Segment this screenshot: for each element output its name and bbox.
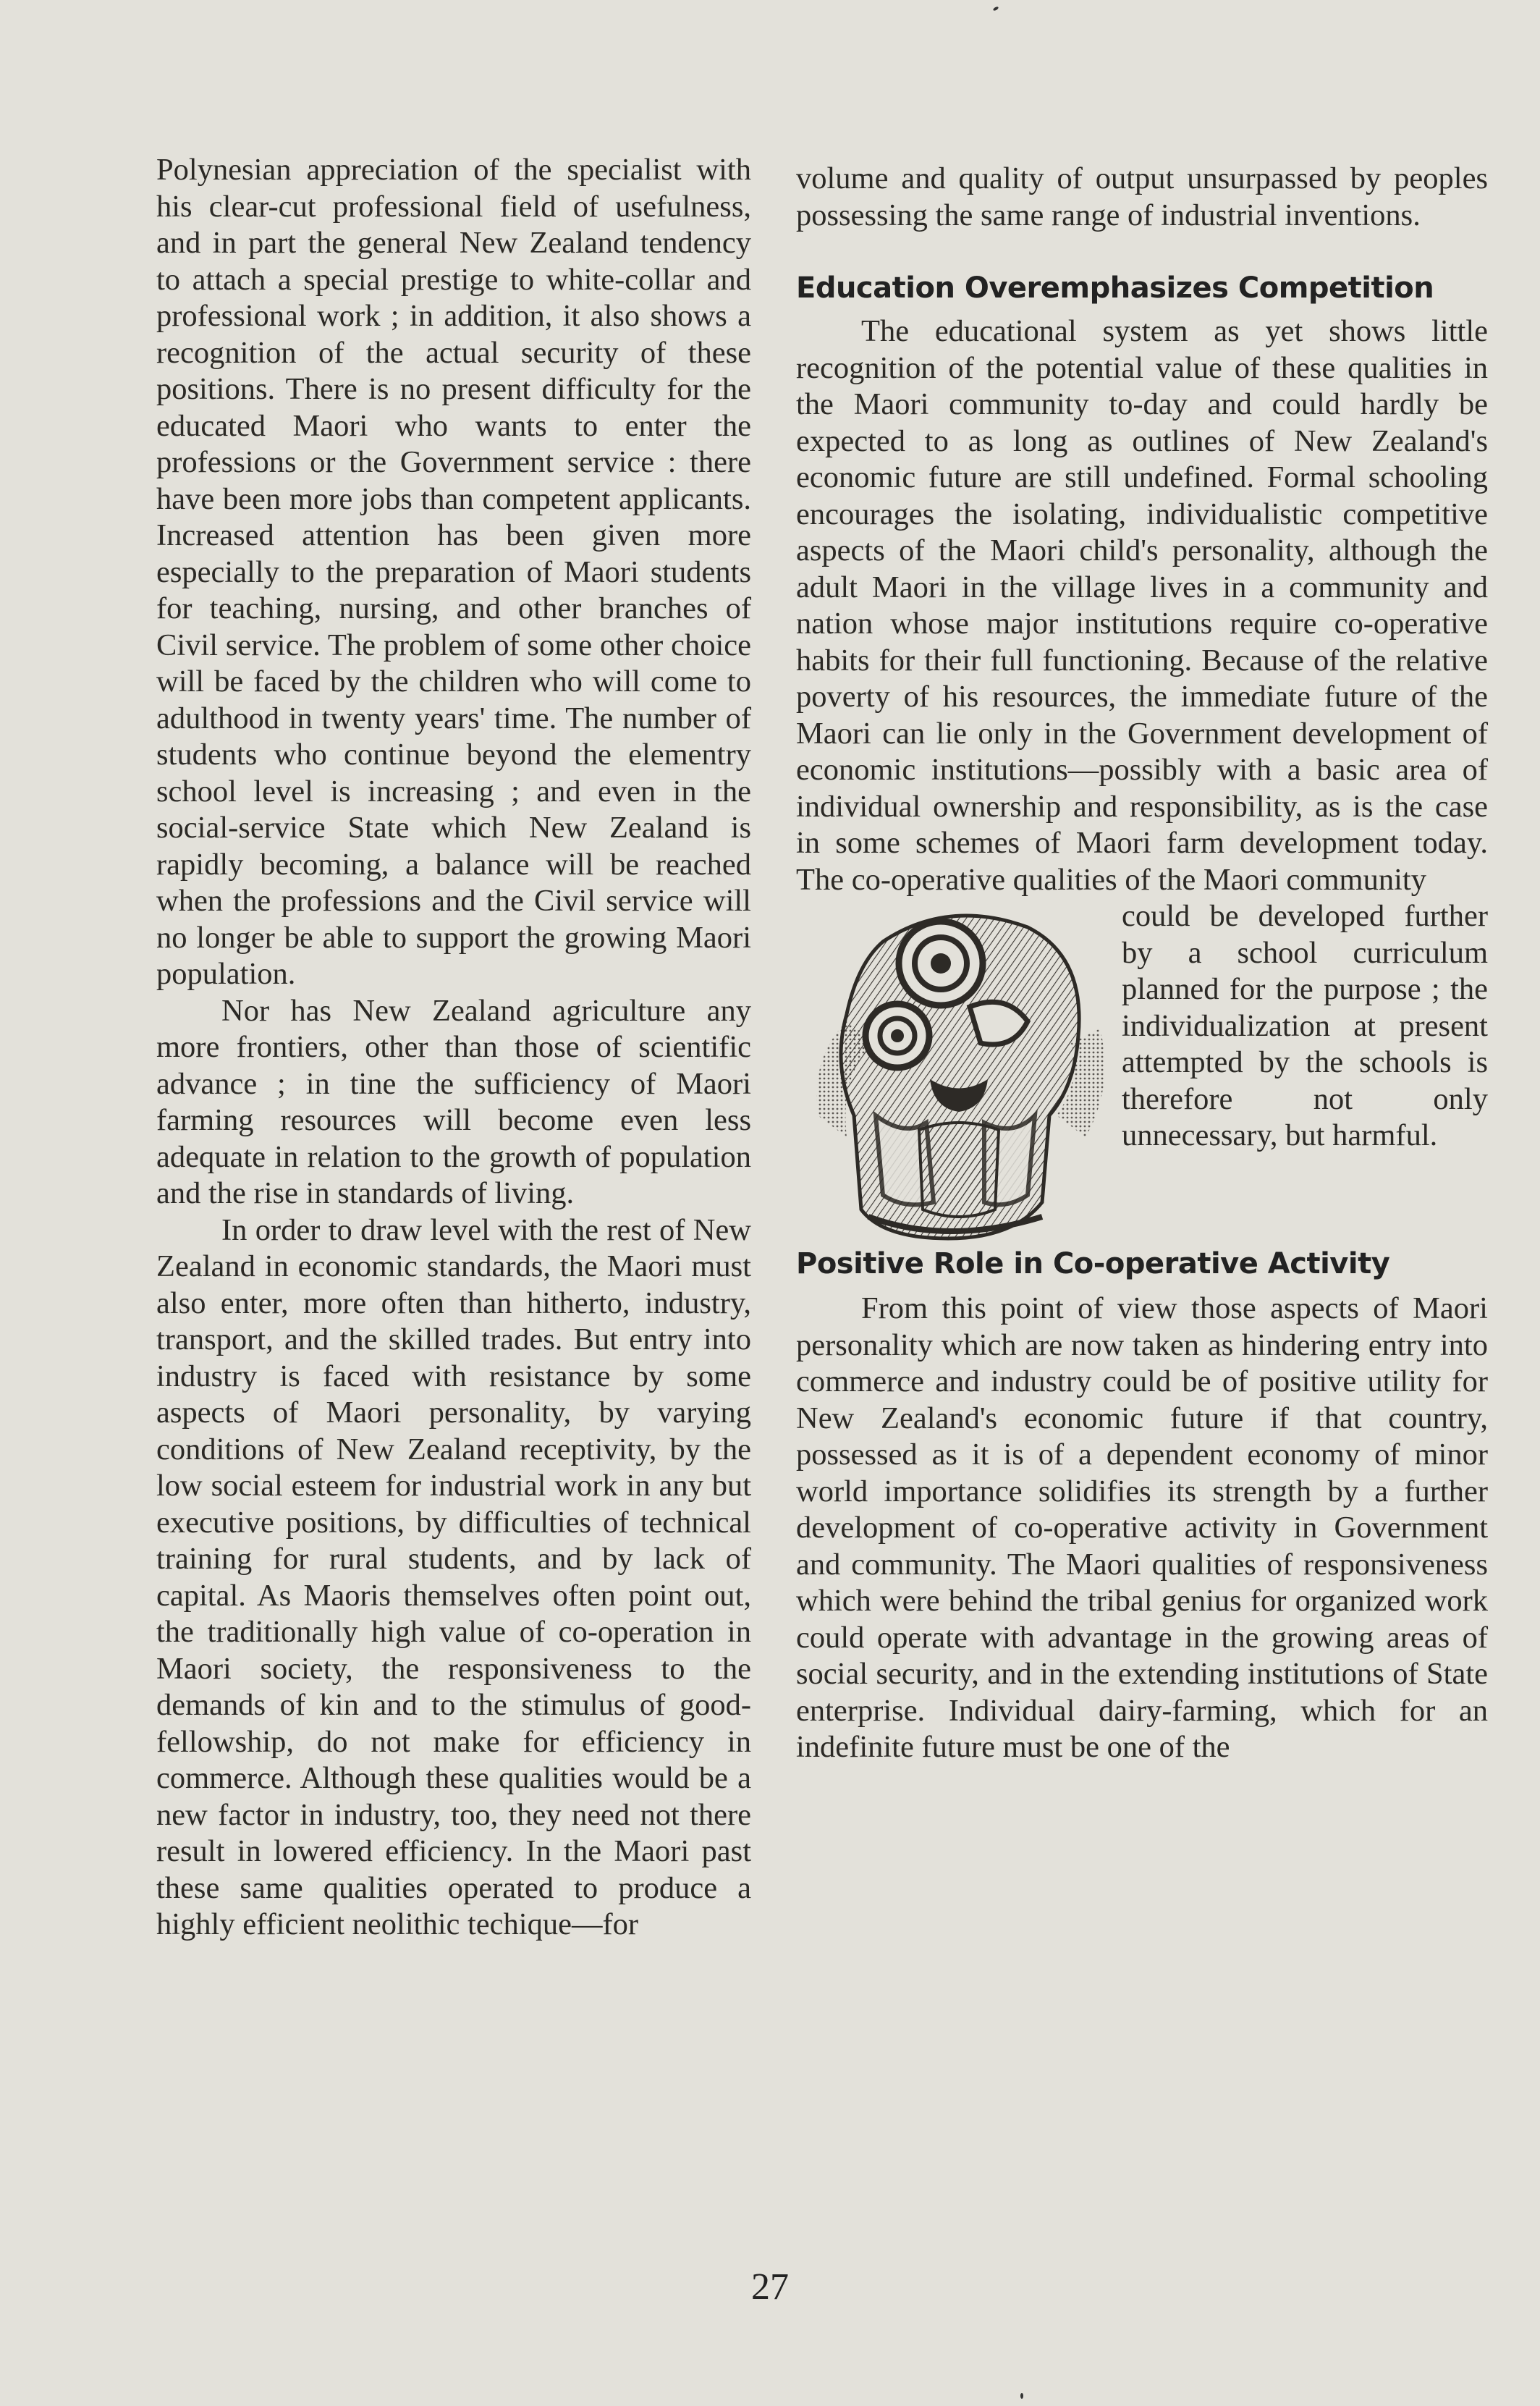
right-paragraph-3: From this point of view those aspects of Maori personality which are now taken as hindering entry into commerce and industry could be of positive utility for New Zealand's economic future if that country, possessed as it is of a dependent economy of minor world importance solidifies its strength by a further development of co-operative activity in Government and community. The Maori qualities of responsiveness which were behind the tribal genius for organized work could operate with advantage in the growing areas of social security, and in the extending institutions of State enterprise. Individual dairy-farming, which for an indefinite future must be one of the xyxy=(796,1291,1488,1764)
left-paragraph-3: In order to draw level with the rest of New Zealand in economic standards, the Maori must also enter, more often than hitherto, industry, transport, and the skilled trades. But entry into industry is faced with resistance by some aspects of Maori personality, by varying conditions of New Zealand receptivity, by the low social esteem for industrial work in any but executive positions, by difficulties of technical training for rural students, and by lack of capital. As Maoris themselves often point out, the traditionally high value of co-operation in Maori society, the responsiveness to the demands of kin and to the stimulus of good-fellowship, do not make for efficiency in commerce. Although these qualities would be a new factor in industry, too, they need not there result in lowered efficiency. In the Maori past these same qualities operated to produce a highly efficient neolithic techique—for xyxy=(156,1212,751,1941)
right-paragraph-2-wrap: could be developed further by a school curriculum planned for the purpose ; the individualization at present attempted by the schools is therefore not only unnecessary, but harmful. xyxy=(1122,899,1488,1152)
print-speck xyxy=(993,6,999,11)
tiki-illustration xyxy=(796,898,1114,1246)
left-paragraph-2: Nor has New Zealand agriculture any more frontiers, other than those of scientific advance ; in tine the sufficiency of Maori farming resources will become even less adequate in relation to the growth of population and the rise in standards of living. xyxy=(156,993,751,1210)
left-paragraph-1: Polynesian appreciation of the specialist with his clear-cut professional field of usefulness, and in part the general New Zealand tendency to attach a special prestige to white-collar and professional work ; in addition, it also shows a recognition of the actual security of these positions. There is no present difficulty for the educated Maori who wants to enter the professions or the Government service : there have been more jobs than competent applicants. Increased attention has been given more especially to the preparation of Maori students for teaching, nursing, and other branches of Civil service. The problem of some other choice will be faced by the children who will come to adulthood in twenty years' time. The number of students who continue beyond the elementry school level is increasing ; and even in the social-service State which New Zealand is rapidly becoming, a balance will be reached when the professions and the Civil service will no longer be able to support the growing Maori population. xyxy=(156,153,751,991)
right-paragraph-1: volume and quality of output unsurpassed by peoples possessing the same range of industrial inventions. xyxy=(796,161,1488,232)
section-heading-positive-role: Positive Role in Co-operative Activity xyxy=(796,1247,1390,1280)
section-heading-education: Education Overemphasizes Competition xyxy=(796,271,1434,305)
tiki-carving-icon xyxy=(796,898,1114,1246)
right-paragraph-2: The educational system as yet shows little recognition of the potential value of these qualities in the Maori community to-day and could hardly be expected to as long as outlines of New Zealand's economic future are still undefined. Formal schooling encourages the isolating, individualistic competitive aspects of the Maori child's personality, although the adult Maori in the village lives in a community and nation whose major institutions require co-operative habits for their full functioning. Because of the relative poverty of his resources, the immediate future of the Maori can lie only in the Government development of economic institutions—possibly with a basic area of individual ownership and responsibility, as is the case in some schemes of Maori farm development today. The co-operative qualities of the Maori community xyxy=(796,314,1488,897)
page-number: 27 xyxy=(751,2266,789,2308)
right-column xyxy=(796,161,1488,1766)
left-column xyxy=(156,152,751,1943)
print-speck xyxy=(1020,2393,1023,2399)
